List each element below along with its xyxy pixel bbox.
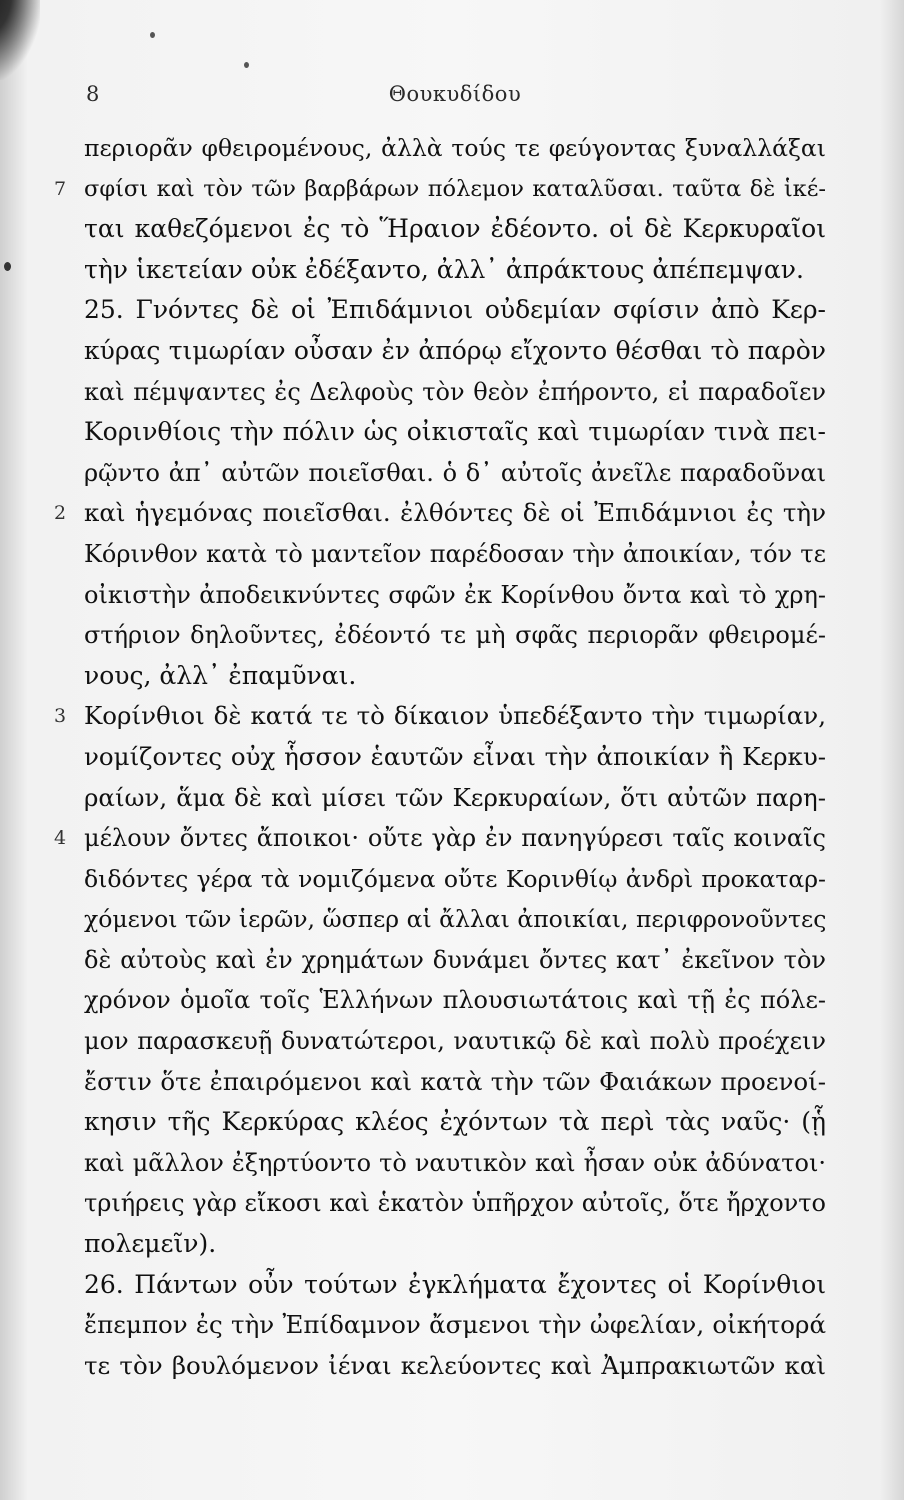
text-line: [84, 1062, 826, 1103]
section-marker: 2: [54, 502, 67, 525]
text-line: [84, 534, 826, 575]
line-text: στήριον δηλοῦντες, ἐδέοντό τε μὴ σφᾶς περιορᾶν φθειρομέ-: [84, 621, 826, 650]
text-line: [84, 128, 826, 169]
text-line: [84, 453, 826, 494]
text-line: [84, 1183, 826, 1224]
line-text: μον παρασκευῇ δυνατώτεροι, ναυτικῷ δὲ καὶ πολὺ προέχειν: [84, 1027, 826, 1056]
ink-speck: [244, 62, 249, 68]
text-line: [84, 859, 826, 900]
line-text: χόμενοι τῶν ἱερῶν, ὥσπερ αἱ ἄλλαι ἀποικίαι, περιφρονοῦντες: [84, 905, 827, 934]
text-line: [84, 1265, 826, 1306]
text-line: [84, 1305, 826, 1346]
line-text: Κορινθίοις τὴν πόλιν ὡς οἰκισταῖς καὶ τιμωρίαν τινὰ πει-: [84, 417, 826, 447]
line-text: καὶ πέμψαντες ἐς Δελφοὺς τὸν θεὸν ἐπήροντο, εἰ παραδοῖεν: [84, 377, 826, 406]
ink-speck: [150, 32, 155, 38]
section-marker: 7: [54, 177, 67, 200]
text-line: [84, 737, 826, 778]
text-line: [84, 1224, 826, 1265]
line-text: καὶ μᾶλλον ἐξηρτύοντο τὸ ναυτικὸν καὶ ἦσαν οὐκ ἀδύνατοι·: [84, 1148, 826, 1177]
line-text: Κόρινθον κατὰ τὸ μαντεῖον παρέδοσαν τὴν ἀποικίαν, τόν τε: [84, 539, 826, 568]
text-line: [54, 493, 826, 534]
text-line: [84, 940, 826, 981]
text-line: [84, 899, 826, 940]
text-line: [54, 169, 826, 210]
line-text: 26. Πάντων οὖν τούτων ἐγκλήματα ἔχοντες οἱ Κορίνθιοι: [84, 1269, 826, 1299]
line-text: δὲ αὐτοὺς καὶ ἐν χρημάτων δυνάμει ὄντες κατ᾽ ἐκεῖνον τὸν: [84, 945, 826, 974]
page-shadow-corner: [0, 0, 40, 80]
text-line: [84, 575, 826, 616]
line-text: Κορίνθιοι δὲ κατά τε τὸ δίκαιον ὑπεδέξαντο τὴν τιμωρίαν,: [84, 701, 826, 731]
text-line: [84, 1021, 826, 1062]
text-line: [84, 615, 826, 656]
text-line: [84, 331, 826, 372]
text-line: [84, 209, 826, 250]
line-text: κύρας τιμωρίαν οὖσαν ἐν ἀπόρῳ εἴχοντο θέσθαι τὸ παρὸν: [84, 335, 826, 365]
line-text: νους, ἀλλ᾽ ἐπαμῦναι.: [84, 660, 357, 690]
line-text: κησιν τῆς Κερκύρας κλέος ἐχόντων τὰ περὶ τὰς ναῦς· (ᾗ: [84, 1107, 826, 1137]
page-number: 8: [86, 82, 100, 106]
section-marker: 3: [54, 705, 67, 728]
text-line: [84, 412, 826, 453]
line-text: περιορᾶν φθειρομένους, ἀλλὰ τούς τε φεύγοντας ξυναλλάξαι: [84, 134, 826, 162]
text-line: [84, 290, 826, 331]
text-line: [54, 696, 826, 737]
line-text: οἰκιστὴν ἀποδεικνύντες σφῶν ἐκ Κορίνθου ὄντα καὶ τὸ χρη-: [84, 580, 826, 609]
line-text: χρόνον ὁμοῖα τοῖς Ἑλλήνων πλουσιωτάτοις καὶ τῇ ἐς πόλε-: [84, 986, 826, 1015]
line-text: τὴν ἱκετείαν οὐκ ἐδέξαντο, ἀλλ᾽ ἀπράκτους ἀπέπεμψαν.: [84, 254, 804, 284]
line-text: διδόντες γέρα τὰ νομιζόμενα οὔτε Κορινθίῳ ἀνδρὶ προκαταρ-: [84, 864, 826, 893]
line-text: τε τὸν βουλόμενον ἰέναι κελεύοντες καὶ Ἀμπρακιωτῶν καὶ: [84, 1350, 826, 1380]
line-text: πολεμεῖν).: [84, 1229, 217, 1259]
line-text: ρῷντο ἀπ᾽ αὐτῶν ποιεῖσθαι. ὁ δ᾽ αὐτοῖς ἀνεῖλε παραδοῦναι: [84, 458, 826, 487]
text-line: [84, 372, 826, 413]
body-text: [54, 128, 827, 1386]
text-line: [84, 1102, 826, 1143]
line-text: καὶ ἡγεμόνας ποιεῖσθαι. ἐλθόντες δὲ οἱ Ἐπιδάμνιοι ἐς τὴν: [84, 498, 826, 528]
line-text: τριήρεις γὰρ εἴκοσι καὶ ἑκατὸν ὑπῆρχον αὐτοῖς, ὅτε ἤρχοντο: [84, 1189, 826, 1218]
text-line: [84, 250, 826, 291]
text-line: [84, 980, 826, 1021]
text-line: [54, 818, 826, 859]
line-text: 25. Γνόντες δὲ οἱ Ἐπιδάμνιοι οὐδεμίαν σφίσιν ἀπὸ Κερ-: [84, 295, 826, 325]
text-line: [84, 1143, 826, 1184]
line-text: ἔστιν ὅτε ἐπαιρόμενοι καὶ κατὰ τὴν τῶν Φαιάκων προενοί-: [84, 1066, 826, 1096]
line-text: ται καθεζόμενοι ἐς τὸ Ἥραιον ἐδέοντο. οἱ δὲ Κερκυραῖοι: [84, 214, 826, 244]
page-header: [86, 82, 824, 112]
ink-speck: [4, 262, 11, 271]
line-text: ραίων, ἅμα δὲ καὶ μίσει τῶν Κερκυραίων, ὅτι αὐτῶν παρη-: [84, 782, 826, 812]
text-line: [84, 1346, 826, 1387]
line-text: νομίζοντες οὐχ ἧσσον ἑαυτῶν εἶναι τὴν ἀποικίαν ἢ Κερκυ-: [84, 741, 826, 771]
line-text: μέλουν ὄντες ἄποικοι· οὔτε γὰρ ἐν πανηγύρεσι ταῖς κοιναῖς: [84, 824, 826, 853]
line-text: σφίσι καὶ τὸν τῶν βαρβάρων πόλεμον καταλῦσαι. ταῦτα δὲ ἱκέ-: [84, 175, 826, 202]
section-marker: 4: [54, 827, 67, 850]
running-title: Θουκυδίδου: [388, 82, 522, 106]
line-text: ἔπεμπον ἐς τὴν Ἐπίδαμνον ἄσμενοι τὴν ὠφελίαν, οἰκήτορά: [84, 1310, 826, 1340]
text-line: [84, 778, 826, 819]
text-line: [84, 656, 826, 697]
